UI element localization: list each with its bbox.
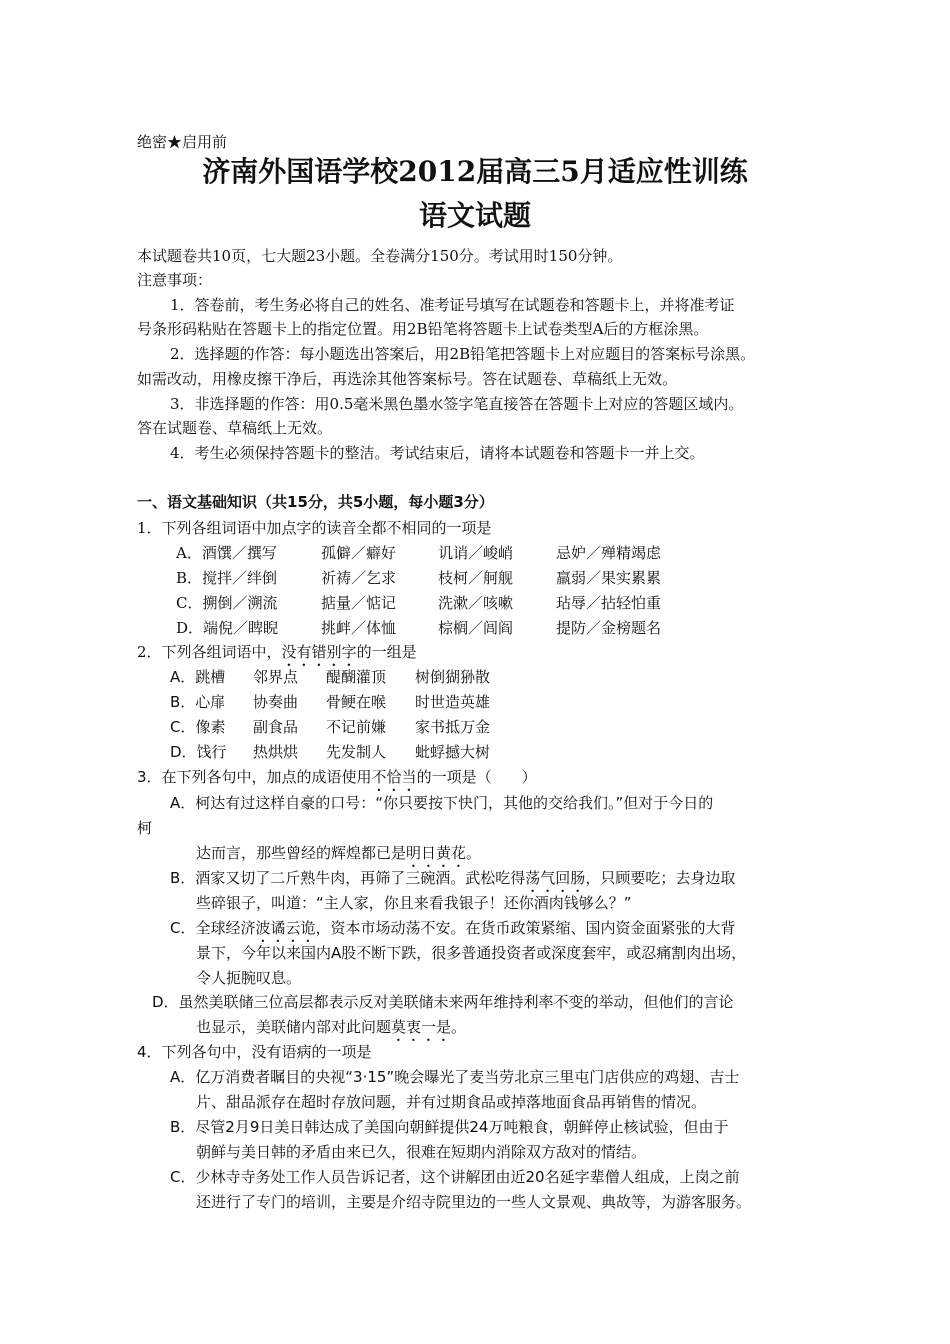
stem-text: 2．下列各组词语中， <box>137 643 282 661</box>
option-word: C．像素 <box>170 718 226 736</box>
option-word: 祈祷／乞求 <box>321 569 397 587</box>
note-line: 2．选择题的作答：每小题选出答案后，用2B铅笔把答题卡上对应题目的答案标号涂黑。 <box>170 345 756 363</box>
question-4-option-b: 朝鲜与美日韩的矛盾由来已久，很难在短期内消除双方敌对的情结。 <box>196 1143 647 1161</box>
option-word: 协奏曲 <box>253 693 299 711</box>
note-line: 号条形码粘贴在答题卡上的指定位置。用2B铅笔将答题卡上试卷类型A后的方框涂黑。 <box>137 320 709 338</box>
question-1-option-row <box>0 617 950 639</box>
question-3-stem <box>137 766 537 795</box>
exam-subject: 语文试题 <box>418 199 531 232</box>
idiom-text: 波谲云诡 <box>255 919 316 937</box>
option-word: D．端倪／睥睨 <box>176 619 279 637</box>
question-3-option-d: D．虽然美联储三位高层都表示反对美联储未来两年维持利率不变的举动，但他们的言论 <box>152 993 734 1011</box>
question-4-option-b: B．尽管2月9日美日韩达成了美国向朝鲜提供24万吨粮食，朝鲜停止核试验，但由于 <box>170 1118 729 1136</box>
question-4-option-a: A．亿万消费者瞩目的央视“3·15”晚会曝光了麦当劳北京三里屯门店供应的鸡翅、吉士 <box>170 1068 740 1086</box>
option-word: B．搅拌／绊倒 <box>176 569 278 587</box>
sentence-text: ，资本市场动荡不安。在货币政策紧缩、国内资金面紧张的大背 <box>315 919 736 937</box>
idiom-text: 莫衷一是 <box>391 1018 452 1036</box>
question-4-option-c: 还进行了专门的培训，主要是介绍寺院里边的一些人文景观、典故等，为游客服务。 <box>196 1193 752 1211</box>
option-word: 挑衅／体恤 <box>321 619 397 637</box>
sentence-text: 。 <box>451 1018 467 1036</box>
question-4-option-c: C．少林寺寺务处工作人员告诉记者，这个讲解团由近20名延字辈僧人组成，上岗之前 <box>170 1168 740 1186</box>
note-line: 4．考生必须保持答题卡的整洁。考试结束后，请将本试题卷和答题卡一并上交。 <box>170 444 705 462</box>
notice-label: 注意事项： <box>137 271 213 289</box>
question-4-option-a: 片、甜品派存在超时存放问题，并有过期食品或掉落地面食品再销售的情况。 <box>196 1093 707 1111</box>
note-line: 3．非选择题的作答：用0.5毫米黑色墨水签字笔直接答在答题卡上对应的答题区域内。 <box>170 395 744 413</box>
option-word: 先发制人 <box>326 743 387 761</box>
question-2-option-row <box>0 666 950 688</box>
option-word: 时世造英雄 <box>415 693 491 711</box>
stem-text: 3．在下列各句中，加点的成语使用 <box>137 768 372 786</box>
option-word: A．跳槽 <box>170 668 226 686</box>
question-4-stem: 4．下列各句中，没有语病的一项是 <box>137 1043 372 1061</box>
question-3-option-c: 景下，今年以来国内A股不断下跌，很多普通投资者或深度套牢，或忍痛割肉出场， <box>196 944 747 962</box>
option-word: 棕榈／闾阎 <box>438 619 514 637</box>
option-word: 家书抵万金 <box>415 718 491 736</box>
idiom-text: 明日黄花 <box>406 844 467 862</box>
option-word: 玷辱／拈轻怕重 <box>556 594 662 612</box>
option-word: 树倒猢狲散 <box>415 668 491 686</box>
sentence-text: B．酒家又切了二斤熟牛肉，再筛了三碗酒。武松吃得 <box>170 869 526 887</box>
option-word: 副食品 <box>253 718 299 736</box>
option-word: 蚍蜉撼大树 <box>415 743 491 761</box>
exam-title: 济南外国语学校2012届高三5月适应性训练 <box>202 155 748 188</box>
note-line: 如需改动，用橡皮擦干净后，再选涂其他答案标号。答在试题卷、草稿纸上无效。 <box>137 370 678 388</box>
emphasis-text: 不恰当 <box>371 768 417 786</box>
question-2-option-row <box>0 691 950 713</box>
option-word: 不记前嫌 <box>326 718 387 736</box>
idiom-text: 荡气回肠 <box>525 869 586 887</box>
question-1-option-row <box>0 592 950 614</box>
intro-line: 本试题卷共10页，七大题23小题。全卷满分150分。考试用时150分钟。 <box>137 247 623 265</box>
option-word: 枝柯／舸舰 <box>438 569 514 587</box>
question-1-option-row <box>0 542 950 564</box>
sentence-text: 达而言，那些曾经的辉煌都已是 <box>196 844 407 862</box>
question-3-option-c: 令人扼腕叹息。 <box>196 969 302 987</box>
question-1-option-row <box>0 567 950 589</box>
option-word: A．酒馔／撰写 <box>176 544 277 562</box>
question-3-option-b: 些碎银子，叫道：“主人家，你且来看我银子！还你酒肉钱够么？” <box>196 894 632 912</box>
emphasis-text: 没有错别字 <box>281 643 357 661</box>
option-word: 提防／金榜题名 <box>556 619 662 637</box>
option-word: 邻界点 <box>253 668 299 686</box>
option-word: D．饯行 <box>170 743 227 761</box>
note-line: 1．答卷前，考生务必将自己的姓名、准考证号填写在试题卷和答题卡上，并将准考证 <box>170 296 735 314</box>
option-word: 讥诮／峻峭 <box>438 544 514 562</box>
option-word: 热烘烘 <box>253 743 299 761</box>
sentence-text: C．全球经济 <box>170 919 256 937</box>
section-heading: 一、语文基础知识（共15分，共5小题，每小题3分） <box>137 493 494 511</box>
sentence-text: 。 <box>466 844 482 862</box>
option-word: C．搠倒／溯流 <box>176 594 278 612</box>
sentence-text: 也显示，美联储内部对此问题 <box>196 1018 392 1036</box>
option-word: 洗漱／咳嗽 <box>438 594 514 612</box>
option-word: 掂量／惦记 <box>321 594 397 612</box>
option-word: 忌妒／殚精竭虑 <box>556 544 662 562</box>
question-2-option-row <box>0 741 950 763</box>
stem-text: 的一项是（ ） <box>416 768 537 786</box>
question-3-option-a: 柯 <box>137 819 153 837</box>
confidential-label: 绝密★启用前 <box>137 133 228 151</box>
sentence-text: ，只顾要吃；去身边取 <box>585 869 736 887</box>
option-word: 羸弱／果实累累 <box>556 569 662 587</box>
note-line: 答在试题卷、草稿纸上无效。 <box>137 419 333 437</box>
question-3-option-a: A．柯达有过这样自豪的口号：“你只要按下快门，其他的交给我们。”但对于今日的 <box>170 794 714 812</box>
option-word: 醍醐灌顶 <box>326 668 387 686</box>
question-2-option-row <box>0 716 950 738</box>
stem-text: 的一组是 <box>356 643 417 661</box>
option-word: 骨鲠在喉 <box>326 693 387 711</box>
question-1-stem: 1．下列各组词语中加点字的读音全都不相同的一项是 <box>137 519 492 537</box>
option-word: 孤僻／癖好 <box>321 544 397 562</box>
option-word: B．心扉 <box>170 693 226 711</box>
